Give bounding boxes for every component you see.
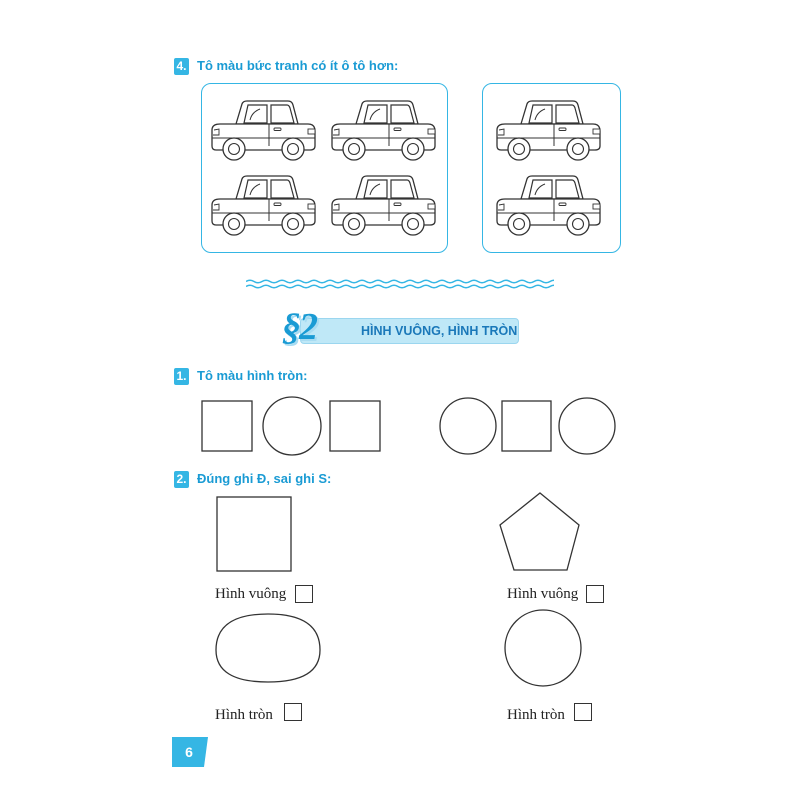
item-label-oval: Hình tròn bbox=[215, 707, 273, 723]
car-icon bbox=[493, 169, 603, 239]
car-group-frame-left[interactable] bbox=[201, 83, 448, 253]
circle-shape bbox=[505, 610, 581, 686]
section-title: HÌNH VUÔNG, HÌNH TRÒN bbox=[361, 324, 518, 338]
exercise-4-number: 4. bbox=[174, 58, 189, 75]
pentagon-shape bbox=[500, 493, 579, 570]
circle-shape[interactable] bbox=[559, 398, 615, 454]
answer-box[interactable] bbox=[586, 585, 604, 603]
answer-box[interactable] bbox=[574, 703, 592, 721]
exercise-1-shapes bbox=[195, 395, 625, 460]
exercise-1-title: Tô màu hình tròn: bbox=[197, 368, 308, 383]
answer-box[interactable] bbox=[284, 703, 302, 721]
answer-box[interactable] bbox=[295, 585, 313, 603]
section-title-banner bbox=[300, 318, 519, 344]
circle-shape[interactable] bbox=[440, 398, 496, 454]
circle-shape[interactable] bbox=[263, 397, 321, 455]
square-shape[interactable] bbox=[330, 401, 380, 451]
car-group-frame-right[interactable] bbox=[482, 83, 621, 253]
item-label-circle: Hình tròn bbox=[507, 707, 565, 723]
car-icon bbox=[328, 169, 438, 239]
exercise-1-number: 1. bbox=[174, 368, 189, 385]
car-icon bbox=[493, 94, 603, 164]
item-label-pentagon: Hình vuông bbox=[507, 586, 579, 602]
square-shape[interactable] bbox=[502, 401, 551, 451]
car-icon bbox=[208, 94, 318, 164]
wavy-divider bbox=[246, 278, 554, 290]
oval-shape bbox=[216, 614, 320, 682]
square-shape[interactable] bbox=[202, 401, 252, 451]
item-label-square: Hình vuông bbox=[215, 586, 287, 602]
exercise-4-title: Tô màu bức tranh có ít ô tô hơn: bbox=[197, 58, 399, 73]
exercise-2-number: 2. bbox=[174, 471, 189, 488]
section-mark: §2 bbox=[282, 306, 316, 348]
car-icon bbox=[328, 94, 438, 164]
page-number: 6 bbox=[185, 744, 193, 760]
car-icon bbox=[208, 169, 318, 239]
exercise-2-title: Đúng ghi Đ, sai ghi S: bbox=[197, 471, 332, 486]
square-shape bbox=[217, 497, 291, 571]
